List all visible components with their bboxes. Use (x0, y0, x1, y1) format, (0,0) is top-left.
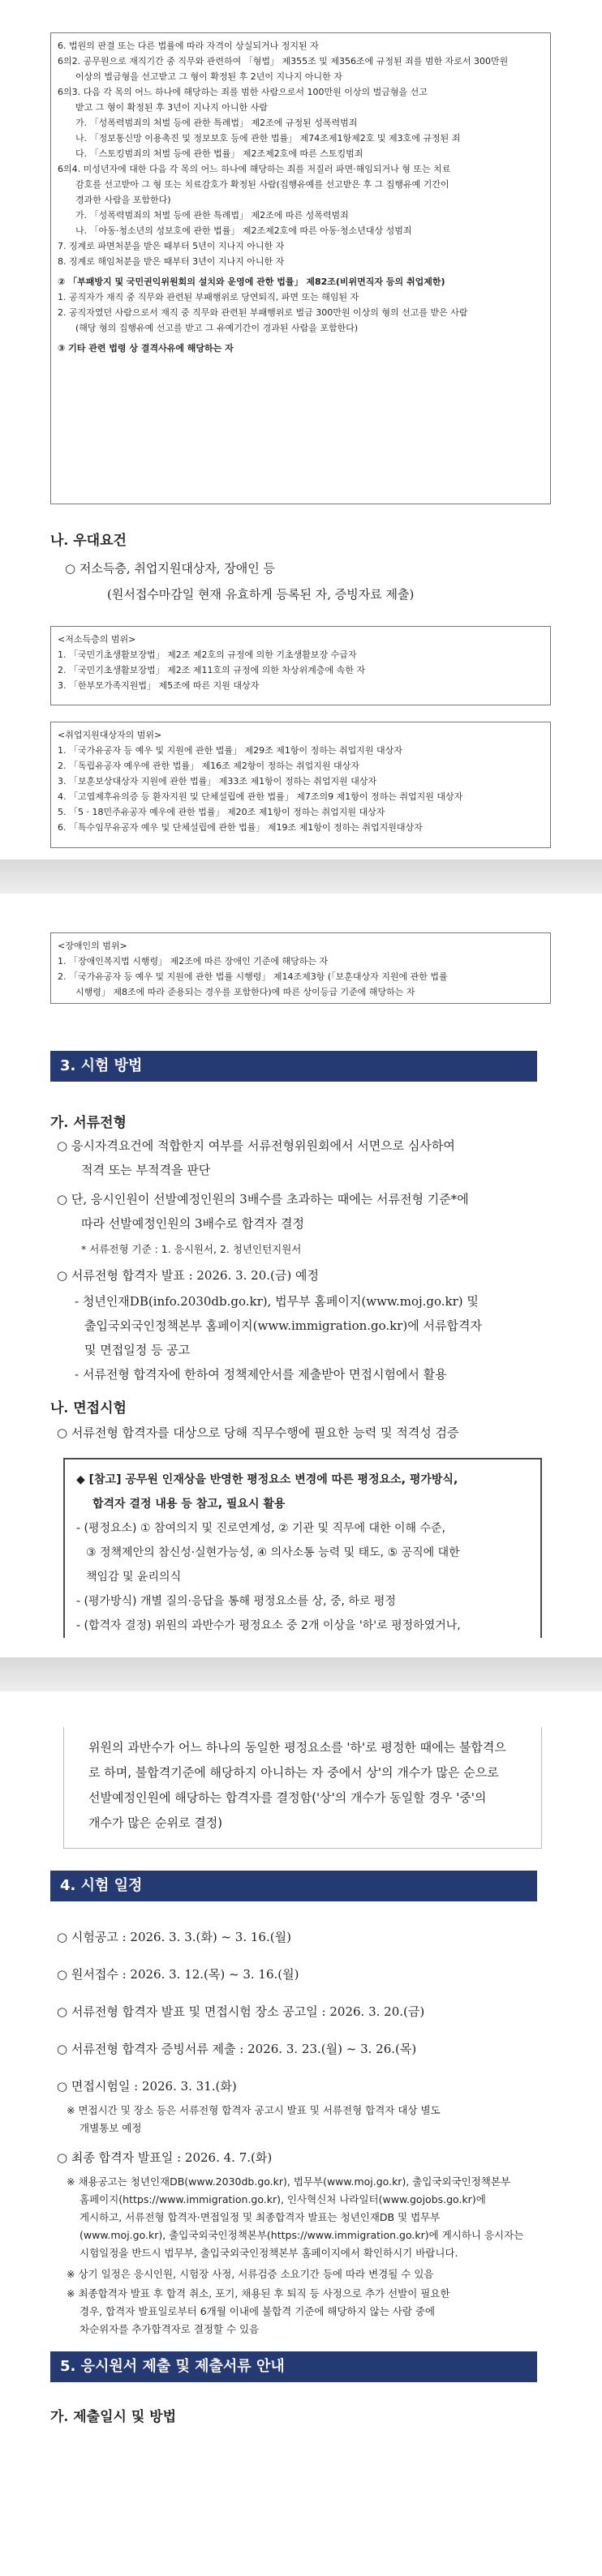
text-line: 8. 징계로 해임처분을 받은 때부터 3년이 지나지 아니한 자 (58, 256, 285, 267)
schedule-item: ○ 시험공고 : 2026. 3. 3.(화) ~ 3. 16.(월) (57, 1930, 291, 1944)
preference-line: ○ 저소득층, 취업지원대상자, 장애인 등 (65, 561, 276, 576)
disabled-box (50, 932, 551, 1004)
text-line: 6의2. 공무원으로 재직기간 중 직무와 관련하여 「형법」 제355조 및 제356조에 규정된 죄를 범한 자로서 300만원 (58, 56, 509, 66)
text-line: ② 「부패방지 및 국민권익위원회의 설치와 운영에 관한 법률」 제82조(비위면직자 등의 취업제한) (58, 276, 445, 287)
text-line: 3. 「한부모가족지원법」 제5조에 따른 지원 대상자 (58, 680, 260, 691)
preference-line: (원서접수마감일 현재 유효하게 등록된 자, 증빙자료 제출) (107, 587, 415, 602)
note-line: 게시하고, 서류전형 합격자·면접일정 및 최종합격자 발표는 청년인재DB 및 법무부 (80, 2211, 441, 2223)
schedule-item: ○ 서류전형 합격자 발표 및 면접시험 장소 공고일 : 2026. 3. 20.(금) (57, 2004, 425, 2019)
text-line: 6. 법원의 판결 또는 다른 법률에 따라 자격이 상실되거나 정지된 자 (58, 41, 319, 51)
schedule-item: ○ 원서접수 : 2026. 3. 12.(목) ~ 3. 16.(월) (57, 1967, 299, 1982)
text-line: 책임감 및 윤리의식 (86, 1571, 182, 1584)
box-title: <장애인의 범위> (58, 941, 127, 951)
box-title: 합격자 결정 내용 등 참고, 필요시 활용 (92, 1498, 286, 1511)
text-line: 2. 「국가유공자 등 예우 및 지원에 관한 법률 시행령」 제14조제3항 (「보훈대상자 지원에 관한 법률 (58, 971, 448, 982)
text-line: 1. 「장애인복지법 시행령」 제2조에 따른 장애인 기준에 해당하는 자 (58, 956, 329, 967)
text-line: 6의4. 미성년자에 대한 다음 각 목의 어느 하나에 해당하는 죄를 저질러 파면·해임되거나 형 또는 치료 (58, 164, 451, 174)
text-line: (해당 형의 집행유예 선고를 받고 그 유예기간이 경과된 사람을 포함한다) (75, 323, 359, 333)
note-line: (www.moj.go.kr), 출입국외국인정책본부(https://www.immigration.go.kr)에 게시하니 응시자는 (80, 2229, 524, 2241)
text-line: 로 하며, 불합격기준에 해당하지 아니하는 자 중에서 상'의 개수가 많은 순으로 (88, 1765, 499, 1780)
text-line: 1. 「국민기초생활보장법」 제2조 제2호의 규정에 의한 기초생활보장 수급자 (58, 649, 357, 660)
note-line: ※ 면접시간 및 장소 등은 서류전형 합격자 공고시 발표 및 서류전형 합격자 대상 별도 (67, 2104, 441, 2116)
text-line: 감호를 선고받아 그 형 또는 치료감호가 확정된 사람(집행유예를 선고받은 후 그 집행유예 기간이 (75, 179, 449, 190)
text-line: 나. 「아동·청소년의 성보호에 관한 법률」 제2조제2호에 따른 아동·청소년대상 성범죄 (75, 225, 412, 236)
section-title: 4. 시험 일정 (50, 1871, 537, 1901)
disqualification-box (50, 32, 551, 504)
text-line: 가. 「성폭력범죄의 처벌 등에 관한 특례법」 제2조에 따른 성폭력범죄 (75, 210, 349, 221)
text-line: 2. 공직자였던 사람으로서 재직 중 직무와 관련된 부패행위로 벌금 300만원 이상의 형의 선고를 받은 사람 (58, 307, 468, 318)
note-line: 홈페이지(https://www.immigration.go.kr), 인사혁신처 나라일터(www.gojobs.go.kr)에 (80, 2193, 486, 2205)
text-line: - 청년인재DB(info.2030db.go.kr), 법무부 홈페이지(www.moj.go.kr) 및 (75, 1294, 479, 1309)
text-line: ○ 응시자격요건에 적합한지 여부를 서류전형위원회에서 서면으로 심사하여 (57, 1138, 455, 1153)
subsection-heading: 나. 면접시험 (50, 1400, 127, 1417)
text-line: 위원의 과반수가 어느 하나의 동일한 평정요소를 '하'로 평정한 때에는 불합격으 (88, 1740, 506, 1755)
text-line: 선발예정인원에 해당하는 합격자를 결정함('상'의 개수가 동일할 경우 '중'의 (88, 1790, 487, 1805)
box-title: <취업지원대상자의 범위> (58, 730, 162, 740)
reference-box (63, 1458, 542, 1638)
text-line: 다. 「스토킹범죄의 처벌 등에 관한 법률」 제2조제2호에 따른 스토킹범죄 (75, 148, 363, 159)
page-break (0, 1657, 602, 1691)
text-line: 적격 또는 부적격을 판단 (81, 1163, 211, 1177)
text-line: ○ 서류전형 합격자 발표 : 2026. 3. 20.(금) 예정 (57, 1268, 319, 1283)
note-line: ※ 상기 일정은 응시인원, 시험장 사정, 서류검증 소요기간 등에 따라 변경될 수 있음 (67, 2268, 434, 2280)
text-line: 2. 「독립유공자 예우에 관한 법률」 제16조 제2항이 정하는 취업지원 대상자 (58, 761, 359, 771)
reference-box-continued (63, 1727, 542, 1849)
text-line: ③ 기타 관련 법령 상 결격사유에 해당하는 자 (58, 343, 234, 354)
text-line: 1. 공직자가 재직 중 직무와 관련된 부패행위로 당연퇴직, 파면 또는 해임된 자 (58, 292, 359, 302)
text-line: 나. 「정보통신망 이용촉진 및 정보보호 등에 관한 법률」 제74조제1항제2호 및 제3호에 규정된 죄 (75, 133, 461, 144)
note-line: 경우, 합격자 발표일로부터 6개월 이내에 불합격 기준에 해당하지 않는 사람 중에 (80, 2305, 436, 2317)
low-income-box (50, 626, 551, 705)
text-line: 경과한 사람을 포함한다) (75, 195, 171, 205)
text-line: 6의3. 다음 각 목의 어느 하나에 해당하는 죄를 범한 사람으로서 100만원 이상의 벌금형을 선고 (58, 87, 428, 97)
text-line: 가. 「성폭력범죄의 처벌 등에 관한 특례법」 제2조에 규정된 성폭력범죄 (75, 118, 358, 128)
note-line: ※ 채용공고는 청년인재DB(www.2030db.go.kr), 법무부(www.moj.go.kr), 출입국외국인정책본부 (67, 2175, 511, 2188)
text-line: - (평정요소) ① 참여의지 및 진로연계성, ② 기관 및 직무에 대한 이해 수준, (76, 1522, 446, 1535)
text-line: 이상의 벌금형을 선고받고 그 형이 확정된 후 2년이 지나지 아니한 자 (75, 71, 342, 82)
text-line: 받고 그 형이 확정된 후 3년이 지나지 아니한 사람 (75, 102, 268, 113)
note-line: 차순위자를 추가합격자로 결정할 수 있음 (80, 2323, 260, 2335)
text-line: 1. 「국가유공자 등 예우 및 지원에 관한 법률」 제29조 제1항이 정하는 취업지원 대상자 (58, 745, 402, 756)
text-line: 5. 「5 · 18민주유공자 예우에 관한 법률」 제20조 제1항이 정하는 취업지원 대상자 (58, 807, 385, 817)
box-title: <저소득층의 범위> (58, 634, 136, 645)
section-title: 5. 응시원서 제출 및 제출서류 안내 (50, 2351, 537, 2382)
text-line: 2. 「국민기초생활보장법」 제2조 제11호의 규정에 의한 차상위계층에 속한 자 (58, 665, 365, 675)
text-line: ○ 서류전형 합격자를 대상으로 당해 직무수행에 필요한 능력 및 적격성 검증 (57, 1425, 459, 1440)
text-line: 6. 「특수임무유공자 예우 및 단체설립에 관한 법률」 제19조 제1항이 정하는 취업지원대상자 (58, 822, 423, 833)
text-line: - 서류전형 합격자에 한하여 정책제안서를 제출받아 면접시험에서 활용 (75, 1367, 447, 1382)
text-line: 4. 「고엽제후유의증 등 환자지원 및 단체설립에 관한 법률」 제7조의9 제1항이 정하는 취업지원 대상자 (58, 791, 463, 802)
text-line: 3. 「보훈보상대상자 지원에 관한 법률」 제33조 제1항이 정하는 취업지원 대상자 (58, 776, 377, 787)
section-title: 3. 시험 방법 (50, 1051, 537, 1082)
subsection-heading: 가. 서류전형 (50, 1115, 127, 1131)
veteran-box (50, 722, 551, 848)
box-title: ◆ [참고] 공무원 인재상을 반영한 평정요소 변경에 따른 평정요소, 평가방식, (76, 1473, 458, 1486)
text-line: 개수가 많은 순위로 결정) (88, 1815, 223, 1830)
text-line: ③ 정책제안의 참신성·실현가능성, ④ 의사소통 능력 및 태도, ⑤ 공직에 대한 (86, 1546, 460, 1559)
schedule-item: ○ 서류전형 합격자 증빙서류 제출 : 2026. 3. 23.(월) ~ 3. 26.(목) (57, 2042, 417, 2056)
schedule-item: ○ 최종 합격자 발표일 : 2026. 4. 7.(화) (57, 2150, 273, 2165)
text-line: 및 면접일정 등 공고 (84, 1343, 191, 1357)
note-line: 개별통보 예정 (80, 2122, 142, 2134)
note-line: ※ 최종합격자 발표 후 합격 취소, 포기, 채용된 후 퇴직 등 사정으로 추가 선발이 필요한 (67, 2287, 450, 2300)
text-line: 7. 징계로 파면처분을 받은 때부터 5년이 지나지 아니한 자 (58, 241, 285, 251)
text-line: 따라 선발예정인원의 3배수로 합격자 결정 (81, 1216, 304, 1231)
preference-heading: 나. 우대요건 (50, 533, 127, 549)
subsection-heading: 가. 제출일시 및 방법 (50, 2409, 177, 2425)
text-line: ○ 단, 응시인원이 선발예정인원의 3배수를 초과하는 때에는 서류전형 기준*에 (57, 1192, 469, 1207)
text-line: - (합격자 결정) 위원의 과반수가 평정요소 중 2개 이상을 '하'로 평정하였거나, (76, 1619, 461, 1632)
note-line: 시험일정을 반드시 법무부, 출입국외국인정책본부 홈페이지에서 확인하시기 바랍니다. (80, 2247, 458, 2259)
text-line: * 서류전형 기준 : 1. 응시원서, 2. 청년인턴지원서 (81, 1243, 302, 1255)
text-line: 출입국외국인정책본부 홈페이지(www.immigration.go.kr)에 서류합격자 (84, 1318, 482, 1333)
schedule-item: ○ 면접시험일 : 2026. 3. 31.(화) (57, 2079, 237, 2094)
page-break (0, 859, 602, 894)
text-line: 시행령」 제8조에 따라 준용되는 경우를 포함한다)에 따른 상이등급 기준에 해당하는 자 (75, 987, 415, 997)
text-line: - (평가방식) 개별 질의·응답을 통해 평정요소를 상, 중, 하로 평정 (76, 1595, 396, 1608)
